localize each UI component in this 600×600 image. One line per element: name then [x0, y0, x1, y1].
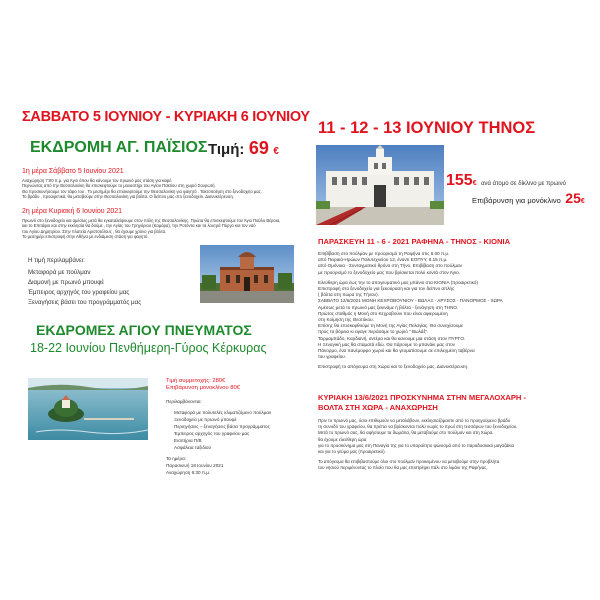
- includes-item: Μεταφορά με πούλμαν: [28, 269, 91, 276]
- right-day3-title: [318, 393, 526, 413]
- right-day3-title-line: ΚΥΡΙΑΚΗ 13/6/2021 ΠΡΟΣΚΥΝΗΜΑ ΣΤΗΝ ΜΕΓΑΛΟΧΑΡΗ -: [318, 393, 527, 402]
- includes-item: Έμπειρος αρχηγός του γραφείου μας: [28, 289, 130, 296]
- includes-item: Ξεναγήσεις βάσει του προγράμματός μας: [28, 299, 142, 306]
- corfu-includes-item: Περιηγήσεις – ξεναγήσεις βάσει προγράμματος: [174, 424, 270, 429]
- right-day1-line: Αμέσως μετά το πρωινό μας ξεκινάμε ή βόλτα - ξενάγηση στη ΤΗΝΟ.: [318, 304, 459, 310]
- left-day1-line: Αναχώρηση 7:00 π.μ. για Άγιο όπου θα κάνουμε τον πρωινό μας στάση για καφέ.: [22, 178, 173, 183]
- corfu-price-text: Τιμή συμμετοχής: 280€: [166, 378, 226, 384]
- right-day3-line: τη συνοδό του γραφείου, θα πρέπει να βρίσκονται πολύ νωρίς το πρωί στη τεσσάρων του ξενοδοχείου.: [318, 424, 518, 430]
- corfu-header-dates: 18-22 Ιουνίου Πενθήμερη-Γύρος Κέρκυρας: [30, 341, 267, 355]
- right-day1-line: Ελεύθερη ώρα έως την το απογευματινό μας μπάνιο στα ΚΙΟΝΙΑ (προαιρετικό): [318, 279, 479, 285]
- includes-item: Διαμονή με πρωινό μπουφέ: [28, 279, 104, 286]
- right-day3-text: [318, 418, 588, 472]
- price-label: Τιμή:: [208, 141, 245, 158]
- corfu-includes-item: Μεταφορά με πολυτελές κλιματιζόμενο πούλμαν: [174, 410, 272, 415]
- corfu-includes-item: Ξενοδοχείο με πρωινό μπουφέ: [174, 417, 237, 422]
- right-supplement: [472, 190, 585, 208]
- left-day2-line: Πρωινό στο ξενοδοχείο και αμέσως μετά θα εγκαταλείψουμε στον πόλη της Θεσσαλονίκης. Πρώτα θα επισκεφτούμε τον Άγιο Παύλο Βέροια,: [22, 218, 281, 223]
- includes-title: Η τιμή περιλαμβάνει:: [28, 257, 85, 264]
- right-day3-line: Πριν το πρωινό μας, όσοι επιθυμούν να μεταλάβουν, εκκλησιαζόμαστε από το προηγούμενο βράδυ: [318, 418, 511, 423]
- left-day2-title: 2η μέρα Κυριακή 6 Ιουνίου 2021: [22, 208, 123, 215]
- right-day3-line: και για το γεύμα μας (προαιρετικό).: [318, 449, 386, 455]
- right-day1-line: Επιβίβαση στο πούλμαν με προορισμό τη Ραφήνα στις 6.00 π.μ.: [318, 251, 450, 256]
- tinos-price-currency: €: [472, 180, 477, 187]
- corfu-includes: [166, 398, 271, 476]
- left-price: [208, 138, 279, 159]
- corfu-includes-item: Εισιτήρια Π/Β: [174, 438, 202, 443]
- corfu-photo: [28, 378, 148, 440]
- left-day1-title: 1η μέρα Σάββατο 5 Ιουνίου 2021: [22, 168, 124, 175]
- right-day3-title-line: ΒΟΛΤΑ ΣΤΗ ΧΩΡΑ - ΑΝΑΧΩΡΗΣΗ: [318, 403, 438, 412]
- price-value: 69: [248, 138, 269, 158]
- right-day1-line: Επιστροφή στο ξενοδοχείο για ξεκούραση και για τον δείπνο απλής: [318, 286, 455, 292]
- right-price: [446, 172, 566, 190]
- right-day1-line: ΣΑΒΒΑΤΟ 12/6/2021 ΜΟΝΗ ΚΕΧΡΟΒΟΥΝΙΟΥ - ΒΩΛΑΞ - ΑΡΥΣΟΣ - ΠΑΝΟΡΜΟΣ - ΧΩΡΑ: [318, 298, 503, 304]
- price-currency: €: [273, 146, 279, 157]
- right-day1-line: Πρώτος σταθμός η Μονή στο Κεχροβούνι που είναι αφιερωμένη: [318, 310, 448, 316]
- right-header-title: 11 - 12 - 13 ΙΟΥΝΙΟΥ ΤΗΝΟΣ: [318, 119, 536, 137]
- right-day1-line: προς τα βόρεια κι εφαγε περάσαμε το χωριό " Βωλάξ".: [318, 329, 429, 335]
- left-includes: [28, 256, 141, 308]
- right-day1-title: ΠΑΡΑΣΚΕΥΗ 11 - 6 - 2021 ΡΑΦΗΝΑ - ΤΗΝΟΣ - ΚΙΟΝΙΑ: [318, 237, 511, 246]
- right-day3-line: του νησιού περιμένοντας το πλοίο που θα μας επιστρέψει πάλι στο λιμάνι της Ραφήνας.: [318, 465, 488, 471]
- left-day1-line: Το βράδυ , προαιρετικά, θα μεταβούμε στην Θεσσαλονίκη για βόλτα. Ο δείπνο μας στο ξενοδοχείο. Διανυκτέρευση.: [22, 194, 234, 200]
- left-day2-line: Το μεσημέρι επιστροφή στην Αθήνα με ενδιάμεση στάση για φαγητό.: [22, 234, 149, 240]
- right-day1-line: στη Κοίμηση της Θεοτόκου.: [318, 317, 374, 323]
- right-day3-line: Το απόγευμα θα επιβιβαστούμε όλοι στο πούλμαν προκειμένου να μεταβούμε στην προβλήτα: [318, 459, 500, 465]
- right-day1-line: Πάνορμο, ένα πανέμορφο χωριό και θα γευματίσουμε σε επιλεγμένη ταβέρνα: [318, 348, 475, 354]
- left-day2-text: [22, 218, 297, 240]
- tinos-price-value: 155: [446, 172, 473, 189]
- right-day1-text: [318, 251, 588, 371]
- tinos-price-desc: ανά άτομο σε δίκλινο με πρωινό: [481, 181, 566, 187]
- corfu-supplement-text: Επιβάρυνση μονοκλίνου 80€: [166, 385, 240, 391]
- supplement-value: 25: [565, 190, 581, 206]
- corfu-header-title: ΕΚΔΡΟΜΕΣ ΑΓΙΟΥ ΠΝΕΥΜΑΤΟΣ: [36, 322, 252, 338]
- corfu-date-item: Αναχώρηση 6:30 π.μ.: [166, 470, 211, 475]
- right-day1-line: από Ομόνοια - Συνταγματικό θρόνο στη Τήνο. Επιβίβαση στο πούλμαν: [318, 263, 462, 269]
- right-day1-line: Επίσης θα επισκεφθούμε τη Μονή της Αγίας Πελαγίας. Θα συνεχίσουμε: [318, 323, 464, 329]
- left-header-dates: ΣΑΒΒΑΤΟ 5 ΙΟΥΝΙΟΥ - ΚΥΡΙΑΚΗ 6 ΙΟΥΝΙΟΥ: [22, 109, 310, 125]
- left-day2-line: του Αγίου Δημητρίου. Στην πλατεία Αριστοτέλους , θα έχουμε χρόνο για βόλτα.: [22, 228, 167, 234]
- right-day1-line: από Πειραιά-Ηρώων Πολυτεχνείου 12, έναντι ΕΟΠΥΥ, 6.15 π.μ.: [318, 257, 448, 263]
- left-header-title: ΕΚΔΡΟΜΗ ΑΓ. ΠΑΪΣΙΟΣ: [30, 139, 208, 156]
- corfu-includes-item: Έμπειρος αρχηγός του γραφείου μας: [174, 431, 250, 436]
- left-day1-line: Θα προσκυνήσουμε τον τάφο του . Το μεσημέρι θα επισκεφτούμε την Θεσσαλονίκη για φαγητό . Τακτοποίηση στο ξενοδοχείο μας.: [22, 188, 262, 194]
- right-day1-line: Ταρμαμπάδο, Καρδιανή, αντέρα και θα κανουμε μια στάση στον ΠΥΡΓΟ.: [318, 335, 466, 341]
- tinos-church-photo: [316, 145, 444, 225]
- monastery-photo: [200, 245, 294, 303]
- corfu-dates-title: Τα ημέρα:: [166, 456, 187, 461]
- left-day1-line: Περνώντας από την Θεσσαλονίκη θα επισκεφτούμε το μοναστήρι του Αγίου Παϊσίου στη χωριό Σουρωτή.: [22, 183, 216, 189]
- left-day1-text: [22, 178, 297, 200]
- right-day1-line: του γραφείου.: [318, 354, 347, 360]
- left-day2-line: και το Επιτάφιο και στην εκκλησία θα δούμε , την Αγίας του Γρηγόριου (Καμάρα), την Ροτόντα και τα λουτρά Πύργο και τον ναό: [22, 223, 256, 229]
- supplement-label: Επιβάρυνση για μονόκλινο: [472, 196, 561, 205]
- supplement-currency: €: [580, 198, 585, 205]
- corfu-includes-title: Περιλαμβάνονται:: [166, 399, 202, 404]
- right-day1-line: Η Ξεναγική μας θα σταματά εδώ. Θα πάρουμε το μπανάκι μας στον: [318, 341, 455, 347]
- right-day1-line: με προορισμό το ξενοδοχείο μας που βρίσκεται πολύ κοντά στον Άγιο.: [318, 269, 460, 275]
- right-day3-line: για το προσκύνημα μας στη Παναγία της για το υπαραίτητο ψώνισμά από το παραδοσιακό μαγαζάκια: [318, 442, 514, 448]
- right-day1-line: ( βόλτα στη Χώρα της Τήνου).: [318, 292, 379, 298]
- right-day3-line: Μετά το πρωινό σας, θα αφήσουμε τα δωμάτια, θα μεταβούμε στο πούλμαν και στη Χώρα.: [318, 430, 494, 436]
- corfu-includes-item: Ασφάλεια ταξιδιού: [174, 445, 211, 450]
- corfu-price: [166, 378, 240, 392]
- right-day3-line: θα έχουμε ελεύθερη ώρα: [318, 436, 367, 442]
- right-day1-line: Επιστροφή το απόγευμα στη Χώρα και το ξενοδοχείο μας. Διανυκτέρευση.: [318, 364, 469, 370]
- corfu-date-item: Παρασκευή 18 Ιουνίου 2021: [166, 463, 224, 468]
